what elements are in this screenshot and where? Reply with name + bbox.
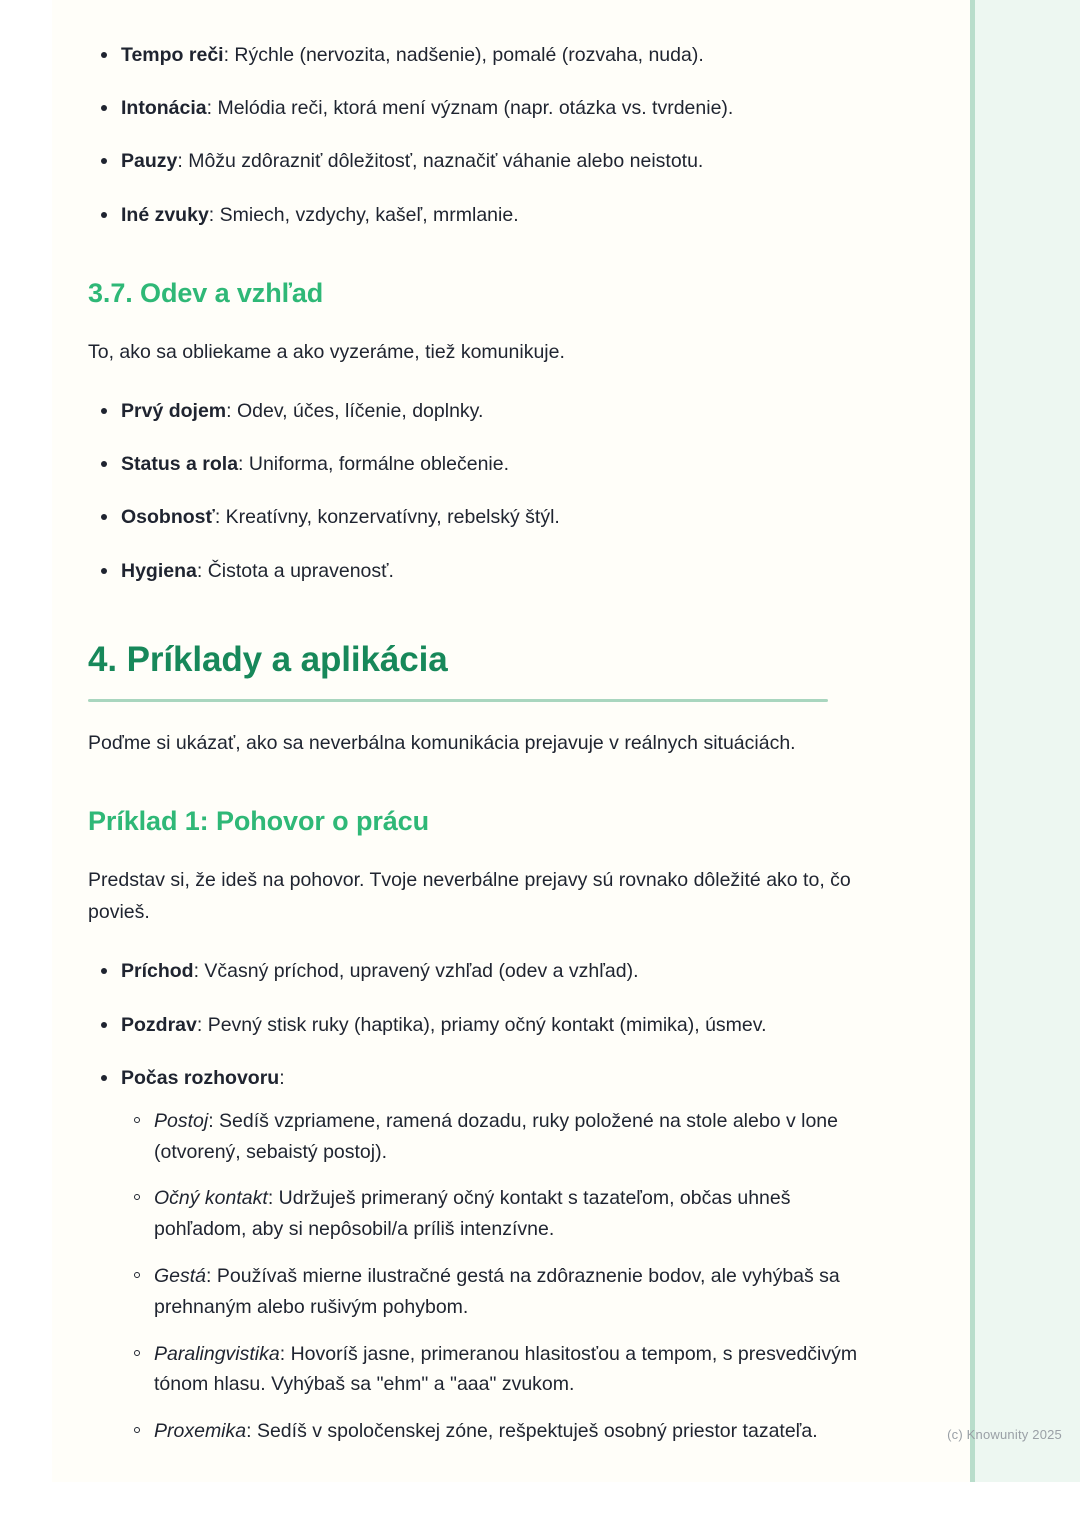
page-right-margin-band [975,0,1080,1482]
sublist-item-term: Proxemika [154,1420,247,1443]
document-page [52,0,1080,1482]
list-item-text: : Kreatívny, konzervatívny, rebelský štýl. [214,506,560,529]
list-item-term: Iné zvuky [121,203,209,226]
list-item [88,396,878,427]
list-item [88,40,878,71]
list-item-term: Intonácia [121,97,207,120]
list-item-text: : Pevný stisk ruky (haptika), priamy očný kontakt (mimika), úsmev. [196,1013,767,1036]
example-1-sublist [121,1106,878,1447]
paralinguistics-list [88,40,878,231]
list-item-term: Osobnosť [121,506,215,529]
heading-4: 4. Príklady a aplikácia [88,639,448,679]
list-item-term: Pauzy [121,150,178,173]
list-item-text: : Uniforma, formálne oblečenie. [238,453,510,476]
sublist-item-term: Postoj [154,1109,209,1132]
list-item-text: : Včasný príchod, upravený vzhľad (odev a vzhľad). [193,960,639,983]
list-item [88,200,878,231]
appearance-list [88,396,878,587]
sublist-item-text: : Sedíš vzpriamene, ramená dozadu, ruky položené na stole alebo v lone (otvorený, sebaistý postoj). [154,1109,839,1163]
sublist-item-term: Gestá [154,1265,207,1288]
heading-3-7: 3.7. Odev a vzhľad [88,277,324,308]
sublist-item [121,1261,878,1323]
list-item-term: Prvý dojem [121,400,227,423]
list-item [88,956,878,987]
list-item-text: : Čistota a upravenosť. [196,559,394,582]
sublist-item-text: : Hovoríš jasne, primeranou hlasitosťou a tempom, s presvedčivým tónom hlasu. Vyhýbaš sa "ehm" a "aaa" zvukom. [154,1342,858,1396]
list-item [88,556,878,587]
list-item [88,93,878,124]
sublist-item [121,1183,878,1245]
list-item [88,449,878,480]
list-item-text: : Môžu zdôrazniť dôležitosť, naznačiť váhanie alebo neistotu. [177,150,704,173]
list-item [88,1010,878,1041]
section-4-intro: Poďme si ukázať, ako sa neverbálna komunikácia prejavuje v reálnych situáciách. [88,731,796,754]
copyright-watermark: (c) Knowunity 2025 [947,1427,1062,1442]
list-item-term: Príchod [121,960,194,983]
list-item-text: : Odev, účes, líčenie, doplnky. [226,400,484,423]
sublist-item-text: : Sedíš v spoločenskej zóne, rešpektuješ osobný priestor tazateľa. [246,1420,818,1443]
sublist-item-text: : Udržuješ primeraný očný kontakt s tazateľom, občas uhneš pohľadom, aby si nepôsobil/a príliš intenzívne. [154,1187,791,1241]
list-item-text: : Rýchle (nervozita, nadšenie), pomalé (rozvaha, nuda). [223,44,704,66]
example-1-intro: Predstav si, že ideš na pohovor. Tvoje neverbálne prejavy sú rovnako dôležité ako to, čo povieš. [88,869,851,923]
list-item [88,146,878,177]
heading-example-1: Príklad 1: Pohovor o prácu [88,806,429,837]
list-item [88,1063,878,1447]
page-content [88,0,878,1457]
sublist-item [121,1106,878,1168]
list-item-term: Hygiena [121,559,197,582]
list-item-text: : Smiech, vzdychy, kašeľ, mrmlanie. [208,203,519,226]
list-item-term: Počas rozhovoru [121,1066,280,1089]
heading-4-divider [88,699,828,702]
sublist-item-term: Očný kontakt [154,1187,268,1210]
example-1-list [88,956,878,1447]
sublist-item-term: Paralingvistika [154,1342,280,1365]
list-item-term: Status a rola [121,453,239,476]
list-item-term: Pozdrav [121,1013,197,1036]
sublist-item [121,1339,878,1401]
section-3-7-intro: To, ako sa obliekame a ako vyzeráme, tiež komunikuje. [88,340,565,363]
sublist-item [121,1416,878,1447]
sublist-item-text: : Používaš mierne ilustračné gestá na zdôraznenie bodov, ale vyhýbaš sa prehnaným alebo rušivým pohybom. [154,1265,840,1318]
list-item [88,502,878,533]
list-item-text: : [279,1066,285,1089]
list-item-term: Tempo reči [121,44,224,66]
list-item-text: : Melódia reči, ktorá mení význam (napr. otázka vs. tvrdenie). [206,97,734,120]
